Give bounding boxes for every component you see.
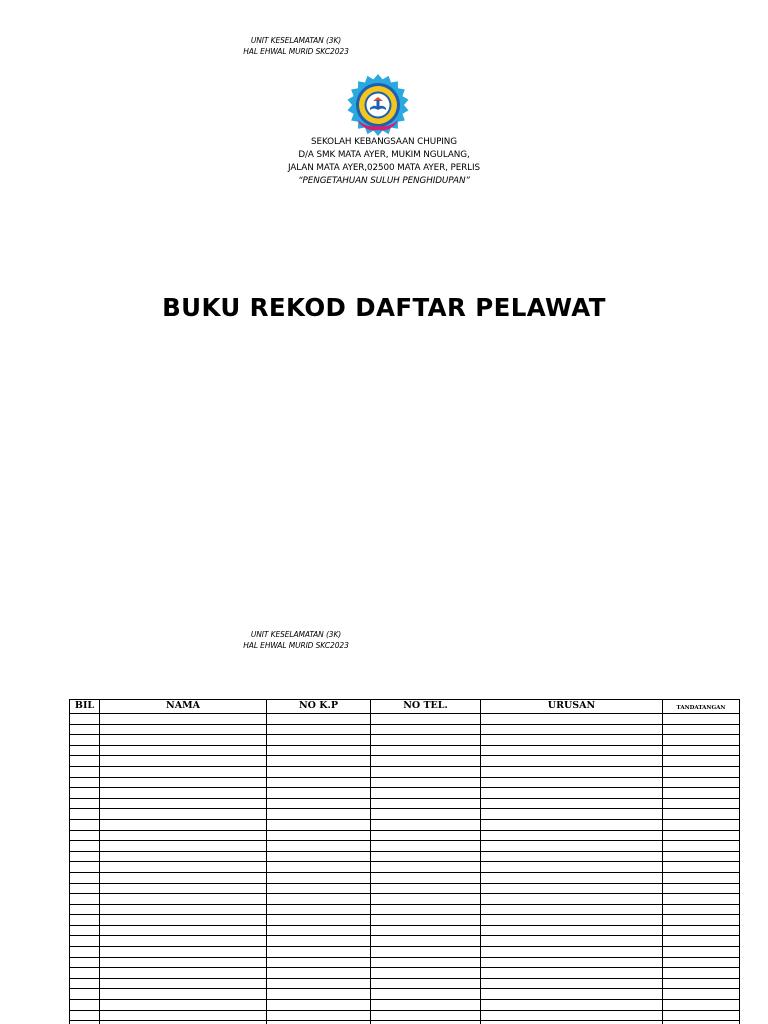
table-row <box>70 947 740 958</box>
table-cell[interactable] <box>267 766 371 777</box>
table-cell[interactable] <box>663 745 740 756</box>
table-cell[interactable] <box>481 989 663 1000</box>
table-cell[interactable] <box>100 883 267 894</box>
header-unit-second <box>216 629 376 651</box>
table-cell[interactable] <box>70 957 100 968</box>
header-unit-line2: HAL EHWAL MURID SKC2023 <box>243 641 349 650</box>
header-unit-line1: UNIT KESELAMATAN (3K) <box>250 36 342 45</box>
table-cell[interactable] <box>70 978 100 989</box>
column-header-no-tel: NO TEL. <box>371 700 481 714</box>
table-cell[interactable] <box>70 872 100 883</box>
table-cell[interactable] <box>267 862 371 873</box>
table-row <box>70 798 740 809</box>
table-cell[interactable] <box>100 766 267 777</box>
table-cell[interactable] <box>663 872 740 883</box>
table-row <box>70 883 740 894</box>
table-cell[interactable] <box>371 957 481 968</box>
table-cell[interactable] <box>481 1000 663 1011</box>
table-cell[interactable] <box>663 1010 740 1021</box>
table-row <box>70 978 740 989</box>
visitor-log-table <box>69 699 740 1024</box>
table-row <box>70 957 740 968</box>
table-cell[interactable] <box>481 936 663 947</box>
table-row <box>70 766 740 777</box>
table-row <box>70 968 740 979</box>
table-cell[interactable] <box>663 851 740 862</box>
column-header-bil: BIL <box>70 700 100 714</box>
table-cell[interactable] <box>70 1010 100 1021</box>
table-cell[interactable] <box>267 872 371 883</box>
table-cell[interactable] <box>663 904 740 915</box>
table-cell[interactable] <box>267 745 371 756</box>
table-cell[interactable] <box>663 978 740 989</box>
table-cell[interactable] <box>100 798 267 809</box>
table-cell[interactable] <box>481 978 663 989</box>
table-cell[interactable] <box>663 724 740 735</box>
table-cell[interactable] <box>371 830 481 841</box>
table-cell[interactable] <box>663 915 740 926</box>
document-title: BUKU REKOD DAFTAR PELAWAT <box>162 293 606 322</box>
table-cell[interactable] <box>481 766 663 777</box>
table-cell[interactable] <box>481 830 663 841</box>
table-cell[interactable] <box>100 714 267 725</box>
table-cell[interactable] <box>267 798 371 809</box>
table-cell[interactable] <box>267 968 371 979</box>
table-cell[interactable] <box>70 788 100 799</box>
table-cell[interactable] <box>70 766 100 777</box>
table-cell[interactable] <box>267 714 371 725</box>
table-cell[interactable] <box>267 904 371 915</box>
table-cell[interactable] <box>267 841 371 852</box>
table-cell[interactable] <box>100 724 267 735</box>
table-cell[interactable] <box>663 936 740 947</box>
table-row <box>70 735 740 746</box>
table-row <box>70 841 740 852</box>
table-cell[interactable] <box>371 841 481 852</box>
table-cell[interactable] <box>371 745 481 756</box>
table-cell[interactable] <box>371 862 481 873</box>
table-cell[interactable] <box>371 915 481 926</box>
table-cell[interactable] <box>70 777 100 788</box>
table-cell[interactable] <box>100 830 267 841</box>
table-cell[interactable] <box>663 968 740 979</box>
table-cell[interactable] <box>70 1000 100 1011</box>
table-cell[interactable] <box>100 989 267 1000</box>
table-cell[interactable] <box>267 735 371 746</box>
table-cell[interactable] <box>481 809 663 820</box>
table-row <box>70 724 740 735</box>
table-cell[interactable] <box>663 925 740 936</box>
table-cell[interactable] <box>100 1010 267 1021</box>
table-cell[interactable] <box>70 756 100 767</box>
table-cell[interactable] <box>267 819 371 830</box>
school-crest-logo <box>342 74 414 138</box>
table-cell[interactable] <box>371 925 481 936</box>
table-cell[interactable] <box>481 724 663 735</box>
table-cell[interactable] <box>100 904 267 915</box>
table-cell[interactable] <box>481 745 663 756</box>
table-cell[interactable] <box>100 936 267 947</box>
table-cell[interactable] <box>663 894 740 905</box>
table-cell[interactable] <box>481 777 663 788</box>
table-cell[interactable] <box>267 777 371 788</box>
table-cell[interactable] <box>663 777 740 788</box>
table-cell[interactable] <box>267 851 371 862</box>
table-cell[interactable] <box>481 735 663 746</box>
table-cell[interactable] <box>70 724 100 735</box>
school-address-line1: D/A SMK MATA AYER, MUKIM NGULANG, <box>298 150 470 160</box>
table-cell[interactable] <box>481 798 663 809</box>
table-row <box>70 894 740 905</box>
table-cell[interactable] <box>70 798 100 809</box>
table-cell[interactable] <box>663 841 740 852</box>
table-row <box>70 851 740 862</box>
table-row <box>70 714 740 725</box>
school-name: SEKOLAH KEBANGSAAN CHUPING <box>311 137 457 147</box>
table-cell[interactable] <box>70 851 100 862</box>
table-cell[interactable] <box>100 735 267 746</box>
table-cell[interactable] <box>663 788 740 799</box>
table-cell[interactable] <box>371 883 481 894</box>
table-cell[interactable] <box>267 1010 371 1021</box>
column-header-nama: NAMA <box>100 700 267 714</box>
table-cell[interactable] <box>70 925 100 936</box>
table-cell[interactable] <box>663 819 740 830</box>
table-cell[interactable] <box>100 957 267 968</box>
table-cell[interactable] <box>371 968 481 979</box>
table-cell[interactable] <box>100 947 267 958</box>
table-cell[interactable] <box>267 724 371 735</box>
table-cell[interactable] <box>371 989 481 1000</box>
table-cell[interactable] <box>70 894 100 905</box>
table-row <box>70 862 740 873</box>
table-cell[interactable] <box>481 915 663 926</box>
school-address-line2: JALAN MATA AYER,02500 MATA AYER, PERLIS <box>288 163 480 173</box>
table-cell[interactable] <box>70 904 100 915</box>
table-cell[interactable] <box>70 989 100 1000</box>
table-cell[interactable] <box>371 936 481 947</box>
table-cell[interactable] <box>663 1000 740 1011</box>
column-header-urusan: URUSAN <box>481 700 663 714</box>
table-cell[interactable] <box>267 936 371 947</box>
table-cell[interactable] <box>70 915 100 926</box>
table-cell[interactable] <box>100 819 267 830</box>
table-cell[interactable] <box>100 978 267 989</box>
table-cell[interactable] <box>663 883 740 894</box>
table-row <box>70 809 740 820</box>
table-row <box>70 788 740 799</box>
table-row <box>70 904 740 915</box>
table-row <box>70 1000 740 1011</box>
header-unit-line1: UNIT KESELAMATAN (3K) <box>250 630 342 639</box>
table-cell[interactable] <box>371 777 481 788</box>
table-cell[interactable] <box>481 862 663 873</box>
table-cell[interactable] <box>70 936 100 947</box>
table-cell[interactable] <box>267 1000 371 1011</box>
table-cell[interactable] <box>663 862 740 873</box>
table-cell[interactable] <box>481 872 663 883</box>
table-cell[interactable] <box>100 925 267 936</box>
table-cell[interactable] <box>267 894 371 905</box>
table-cell[interactable] <box>267 978 371 989</box>
table-cell[interactable] <box>663 809 740 820</box>
table-cell[interactable] <box>481 925 663 936</box>
table-cell[interactable] <box>371 766 481 777</box>
table-row <box>70 989 740 1000</box>
table-cell[interactable] <box>70 809 100 820</box>
table-cell[interactable] <box>371 894 481 905</box>
table-cell[interactable] <box>267 915 371 926</box>
table-cell[interactable] <box>481 714 663 725</box>
table-cell[interactable] <box>100 968 267 979</box>
table-cell[interactable] <box>267 989 371 1000</box>
table-cell[interactable] <box>100 788 267 799</box>
table-cell[interactable] <box>371 1010 481 1021</box>
table-cell[interactable] <box>481 894 663 905</box>
table-row <box>70 925 740 936</box>
table-cell[interactable] <box>267 925 371 936</box>
table-cell[interactable] <box>100 872 267 883</box>
table-cell[interactable] <box>481 947 663 958</box>
table-cell[interactable] <box>481 957 663 968</box>
table-cell[interactable] <box>267 788 371 799</box>
table-cell[interactable] <box>100 915 267 926</box>
table-cell[interactable] <box>663 735 740 746</box>
column-header-tandatangan: TANDATANGAN <box>663 700 740 714</box>
table-cell[interactable] <box>371 904 481 915</box>
table-cell[interactable] <box>267 947 371 958</box>
table-cell[interactable] <box>663 756 740 767</box>
table-cell[interactable] <box>100 756 267 767</box>
table-cell[interactable] <box>371 872 481 883</box>
visitor-log-body <box>70 714 740 1024</box>
table-cell[interactable] <box>371 1000 481 1011</box>
table-cell[interactable] <box>70 745 100 756</box>
table-cell[interactable] <box>100 841 267 852</box>
table-cell[interactable] <box>70 819 100 830</box>
table-cell[interactable] <box>267 830 371 841</box>
table-cell[interactable] <box>663 830 740 841</box>
table-cell[interactable] <box>100 745 267 756</box>
table-cell[interactable] <box>663 798 740 809</box>
table-cell[interactable] <box>481 756 663 767</box>
table-cell[interactable] <box>70 714 100 725</box>
table-cell[interactable] <box>100 809 267 820</box>
table-cell[interactable] <box>663 766 740 777</box>
table-cell[interactable] <box>100 777 267 788</box>
table-cell[interactable] <box>663 714 740 725</box>
table-cell[interactable] <box>267 883 371 894</box>
table-cell[interactable] <box>70 862 100 873</box>
table-row <box>70 819 740 830</box>
table-row <box>70 777 740 788</box>
column-header-no-kp: NO K.P <box>267 700 371 714</box>
table-cell[interactable] <box>481 904 663 915</box>
table-cell[interactable] <box>481 883 663 894</box>
table-row <box>70 872 740 883</box>
table-header-row <box>70 700 740 714</box>
table-cell[interactable] <box>70 841 100 852</box>
table-cell[interactable] <box>371 735 481 746</box>
table-cell[interactable] <box>371 947 481 958</box>
table-cell[interactable] <box>481 851 663 862</box>
table-cell[interactable] <box>663 947 740 958</box>
table-cell[interactable] <box>267 756 371 767</box>
table-cell[interactable] <box>70 883 100 894</box>
table-cell[interactable] <box>481 819 663 830</box>
table-cell[interactable] <box>70 735 100 746</box>
table-cell[interactable] <box>481 1010 663 1021</box>
table-cell[interactable] <box>70 830 100 841</box>
table-cell[interactable] <box>267 809 371 820</box>
table-row <box>70 830 740 841</box>
table-cell[interactable] <box>371 756 481 767</box>
header-unit-line2: HAL EHWAL MURID SKC2023 <box>243 47 349 56</box>
table-cell[interactable] <box>371 724 481 735</box>
table-cell[interactable] <box>371 851 481 862</box>
table-row <box>70 745 740 756</box>
table-cell[interactable] <box>100 862 267 873</box>
school-motto: “PENGETAHUAN SULUH PENGHIDUPAN” <box>298 176 470 186</box>
table-cell[interactable] <box>371 819 481 830</box>
table-cell[interactable] <box>267 957 371 968</box>
table-cell[interactable] <box>371 809 481 820</box>
table-cell[interactable] <box>481 841 663 852</box>
table-row <box>70 915 740 926</box>
table-cell[interactable] <box>371 978 481 989</box>
table-cell[interactable] <box>70 968 100 979</box>
table-row <box>70 936 740 947</box>
table-cell[interactable] <box>371 788 481 799</box>
table-cell[interactable] <box>70 947 100 958</box>
table-cell[interactable] <box>481 788 663 799</box>
header-unit-top <box>216 35 376 57</box>
table-cell[interactable] <box>371 798 481 809</box>
table-cell[interactable] <box>100 851 267 862</box>
table-row <box>70 1010 740 1021</box>
table-cell[interactable] <box>100 894 267 905</box>
table-cell[interactable] <box>481 968 663 979</box>
table-cell[interactable] <box>371 714 481 725</box>
table-cell[interactable] <box>663 957 740 968</box>
table-cell[interactable] <box>663 989 740 1000</box>
table-row <box>70 756 740 767</box>
school-block <box>234 136 534 188</box>
table-cell[interactable] <box>100 1000 267 1011</box>
